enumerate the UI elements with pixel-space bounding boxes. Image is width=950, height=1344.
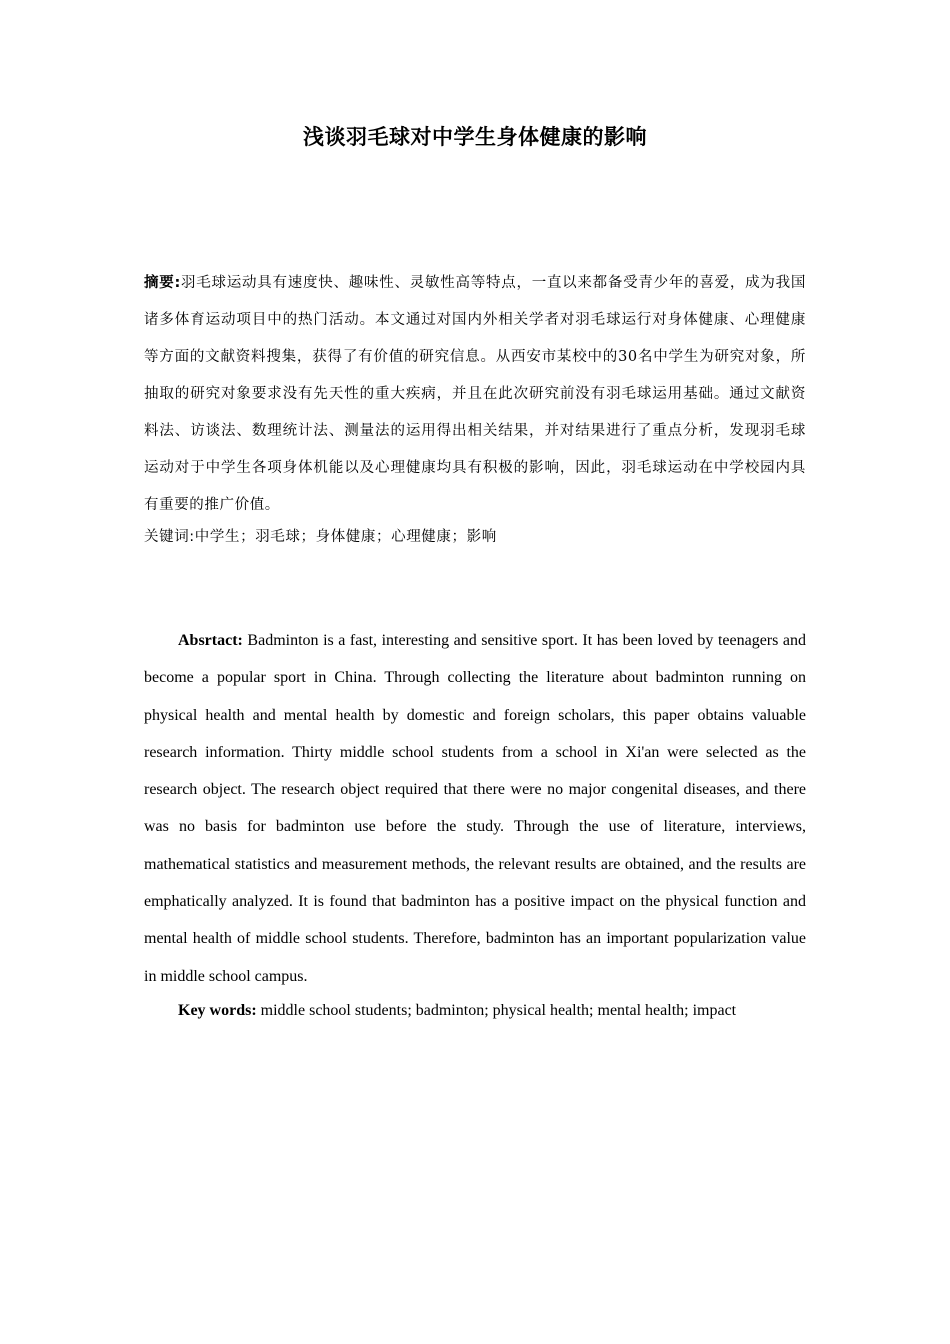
english-keywords-label: Key words: [178, 1002, 257, 1019]
english-keywords-text: middle school students; badminton; physical health; mental health; impact [260, 1002, 737, 1019]
english-abstract-label: Absrtact: [178, 632, 243, 649]
chinese-keywords-text: 中学生；羽毛球；身体健康；心理健康；影响 [194, 529, 497, 545]
chinese-abstract-text: 羽毛球运动具有速度快、趣味性、灵敏性高等特点，一直以来都备受青少年的喜爱，成为我国诸多体育运动项目中的热门活动。本文通过对国内外相关学者对羽毛球运行对身体健康、心理健康等方面的文献资料搜集，获得了有价值的研究信息。从西安市某校中的30名中学生为研究对象，所抽取的研究对象要求没有先天性的重大疾病，并且在此次研究前没有羽毛球运用基础。通过文献资料法、访谈法、数理统计法、测量法的运用得出相关结果，并对结果进行了重点分析，发现羽毛球运动对于中学生各项身体机能以及心理健康均具有积极的影响，因此，羽毛球运动在中学校园内具有重要的推广价值。 [144, 275, 806, 513]
chinese-keywords-label: 关键词: [144, 529, 195, 545]
english-abstract-text: Badminton is a fast, interesting and sensitive sport. It has been loved by teenagers and become a popular sport in China. Through collecting the literature about badminton running on physical health and mental health by domestic and foreign scholars, this paper obtains valuable research information. Thirty middle school students from a school in Xi'an were selected as the research object. The research object required that there were no major congenital diseases, and there was no basis for badminton use before the study. Through the use of literature, interviews, mathematical statistics and measurement methods, the relevant results are obtained, and the results are emphatically analyzed. It is found that badminton has a positive impact on the physical function and mental health of middle school students. Therefore, badminton has an important popularization value in middle school campus. [144, 632, 806, 985]
paper-title: 浅谈羽毛球对中学生身体健康的影响 [303, 125, 647, 149]
english-keywords [144, 998, 806, 1024]
english-abstract [144, 622, 806, 995]
chinese-abstract-label: 摘要: [144, 275, 181, 291]
chinese-keywords [144, 522, 806, 552]
chinese-abstract [144, 265, 806, 524]
